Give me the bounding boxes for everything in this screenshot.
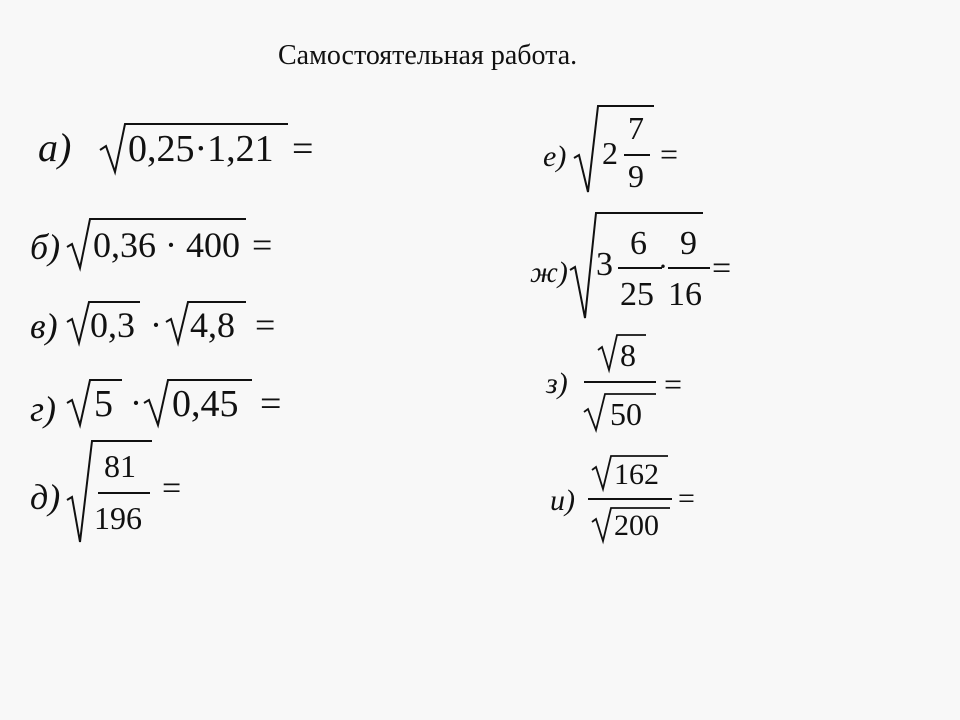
radicand: 0,25·1,21: [128, 128, 274, 170]
problem-label: в): [30, 306, 58, 346]
equals-sign: =: [712, 250, 732, 287]
problem-label: г): [30, 389, 57, 429]
numerator: 162: [614, 458, 659, 491]
problem-label: д): [30, 477, 61, 517]
radicand: 4,8: [190, 305, 235, 345]
denominator: 25: [620, 276, 654, 313]
denominator: 16: [668, 276, 702, 313]
radicand: 0,3: [90, 305, 135, 345]
radicand: 5: [94, 383, 113, 425]
denominator: 50: [610, 396, 642, 432]
dot-operator: ·: [150, 305, 162, 345]
numerator: 6: [630, 225, 647, 262]
problem-label: и): [550, 484, 575, 517]
numerator: 7: [628, 110, 644, 146]
numerator: 9: [680, 225, 697, 262]
whole-part: 3: [596, 246, 613, 283]
problem-label: е): [543, 140, 567, 173]
whole-part: 2: [602, 135, 618, 171]
radicand: 0,36 · 400: [93, 225, 240, 265]
equals-sign: =: [660, 136, 679, 172]
denominator: 200: [614, 509, 659, 542]
numerator: 8: [620, 337, 636, 373]
equals-sign: =: [664, 366, 683, 402]
radicand: 0,45: [172, 383, 239, 425]
equals-sign: =: [678, 482, 695, 515]
equals-sign: =: [292, 128, 314, 170]
equals-sign: =: [252, 225, 273, 265]
equals-sign: =: [260, 383, 282, 425]
equals-sign: =: [255, 305, 276, 345]
equals-sign: =: [162, 470, 182, 507]
dot-operator: ·: [130, 383, 142, 423]
problem-label: ж): [530, 256, 568, 289]
problem-label: б): [30, 227, 61, 267]
numerator: 81: [104, 448, 136, 484]
denominator: 9: [628, 158, 644, 194]
problem-label: з): [546, 367, 568, 400]
problem-label: а): [38, 125, 72, 170]
page-title: Самостоятельная работа.: [278, 40, 578, 71]
denominator: 196: [94, 500, 142, 536]
dot-operator: ·: [658, 250, 668, 283]
